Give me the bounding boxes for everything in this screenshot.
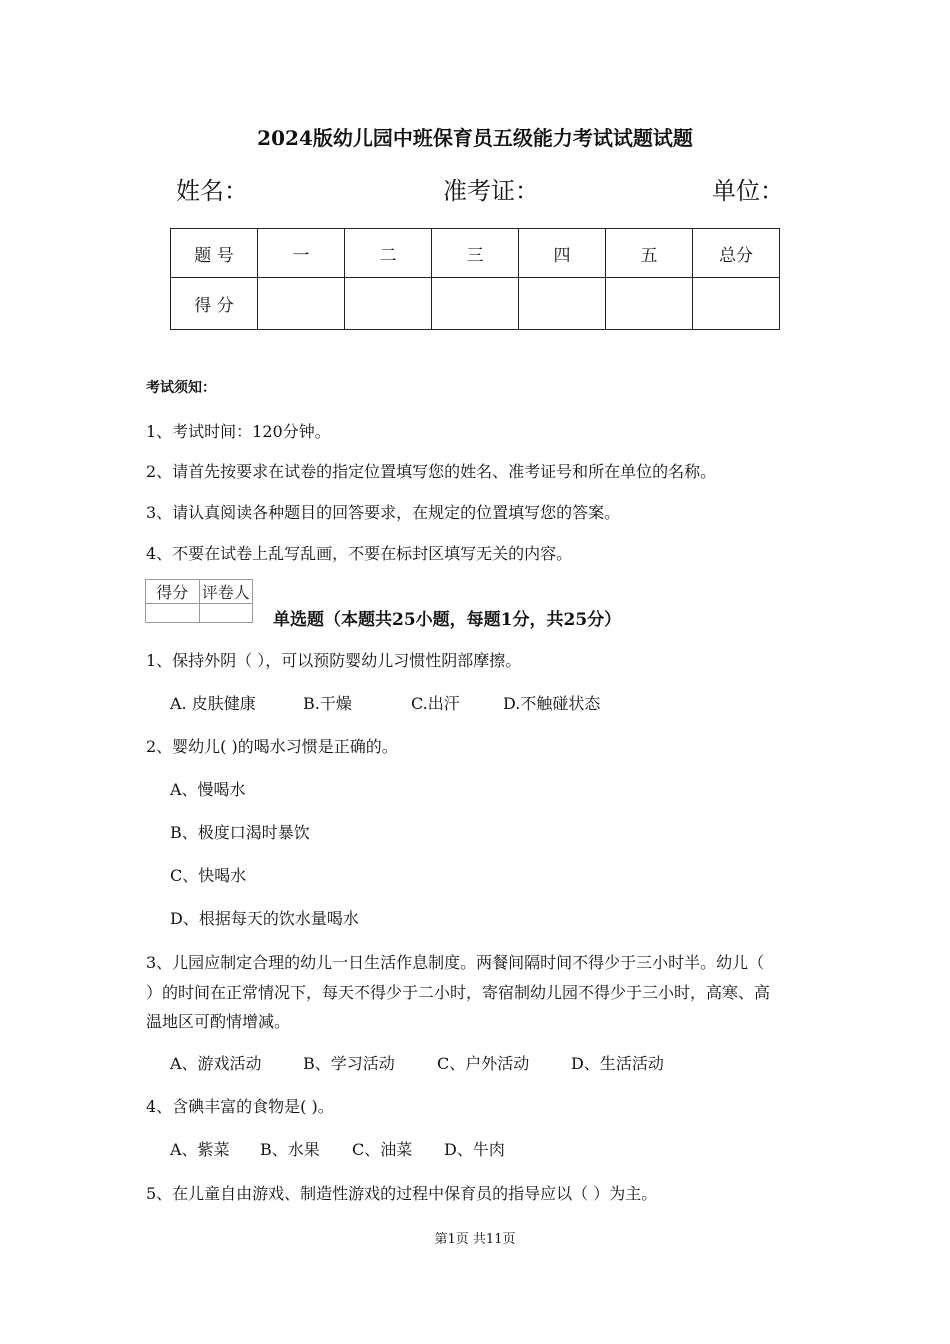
note-item-3: 3、请认真阅读各种题目的回答要求，在规定的位置填写您的答案。 (146, 503, 621, 522)
question-2-option-b[interactable]: B、极度口渴时暴饮 (170, 823, 310, 842)
question-2-option-c[interactable]: C、快喝水 (170, 866, 247, 885)
question-1-stem: 1、保持外阴（ ），可以预防婴幼儿习惯性阴部摩擦。 (146, 651, 522, 670)
score-table-header-row (171, 229, 780, 278)
section-2-header: 二 (345, 229, 432, 278)
section-4-score-cell[interactable] (519, 278, 606, 330)
note-item-2: 2、请首先按要求在试卷的指定位置填写您的姓名、准考证号和所在单位的名称。 (146, 462, 717, 481)
page-footer: 第1页 共11页 (434, 1232, 516, 1247)
exam-id-field-label: 准考证： (443, 177, 539, 205)
question-4-option-a[interactable]: A、紫菜 (170, 1140, 230, 1159)
section-title: 单选题（本题共25小题，每题1分，共25分） (273, 610, 622, 630)
grader-score-label: 得分 (146, 580, 200, 604)
question-2-stem: 2、婴幼儿( )的喝水习惯是正确的。 (146, 737, 398, 756)
section-2-score-cell[interactable] (345, 278, 432, 330)
question-4-option-d[interactable]: D、牛肉 (444, 1140, 505, 1159)
question-1-option-d[interactable]: D.不触碰状态 (503, 694, 601, 713)
question-5-stem: 5、在儿童自由游戏、制造性游戏的过程中保育员的指导应以（ ）为主。 (146, 1184, 658, 1203)
question-4-option-b[interactable]: B、水果 (260, 1140, 320, 1159)
grader-name-cell[interactable] (199, 604, 253, 623)
grader-score-cell[interactable] (146, 604, 200, 623)
question-4-stem: 4、含碘丰富的食物是( )。 (146, 1097, 334, 1116)
question-3-stem-line-1: 3、儿园应制定合理的幼儿一日生活作息制度。两餐间隔时间不得少于三小时半。幼儿（ (146, 953, 765, 972)
notes-heading: 考试须知： (146, 380, 216, 396)
section-1-score-cell[interactable] (258, 278, 345, 330)
note-item-4: 4、不要在试卷上乱写乱画，不要在标封区填写无关的内容。 (146, 544, 573, 563)
section-5-header: 五 (606, 229, 693, 278)
grader-name-label: 评卷人 (199, 580, 253, 604)
section-3-header: 三 (432, 229, 519, 278)
grader-box (145, 579, 253, 623)
question-1-option-c[interactable]: C.出汗 (411, 694, 460, 713)
section-1-header: 一 (258, 229, 345, 278)
page-title: 2024版幼儿园中班保育员五级能力考试试题试题 (257, 126, 693, 150)
section-3-score-cell[interactable] (432, 278, 519, 330)
question-3-option-a[interactable]: A、游戏活动 (170, 1054, 262, 1073)
question-3-option-d[interactable]: D、生活活动 (571, 1054, 664, 1073)
question-3-stem-line-3: 温地区可酌情增减。 (146, 1012, 291, 1031)
question-2-option-d[interactable]: D、根据每天的饮水量喝水 (170, 909, 359, 928)
question-3-stem-line-2: ）的时间在正常情况下，每天不得少于二小时，寄宿制幼儿园不得少于三小时，高寒、高 (146, 983, 771, 1002)
score-row-label: 得 分 (171, 278, 258, 330)
question-3-option-c[interactable]: C、户外活动 (437, 1054, 530, 1073)
note-item-1: 1、考试时间：120分钟。 (146, 422, 331, 441)
question-1-option-a[interactable]: A. 皮肤健康 (170, 694, 256, 713)
total-score-cell[interactable] (693, 278, 780, 330)
unit-field-label: 单位： (712, 177, 784, 205)
question-3-option-b[interactable]: B、学习活动 (303, 1054, 395, 1073)
name-field-label: 姓名： (176, 177, 248, 205)
question-4-option-c[interactable]: C、油菜 (352, 1140, 413, 1159)
question-2-option-a[interactable]: A、慢喝水 (170, 780, 246, 799)
section-5-score-cell[interactable] (606, 278, 693, 330)
total-score-header: 总分 (693, 229, 780, 278)
question-number-header: 题 号 (171, 229, 258, 278)
question-1-option-b[interactable]: B.干燥 (303, 694, 352, 713)
section-4-header: 四 (519, 229, 606, 278)
score-table (170, 228, 780, 330)
score-table-score-row (171, 278, 780, 330)
